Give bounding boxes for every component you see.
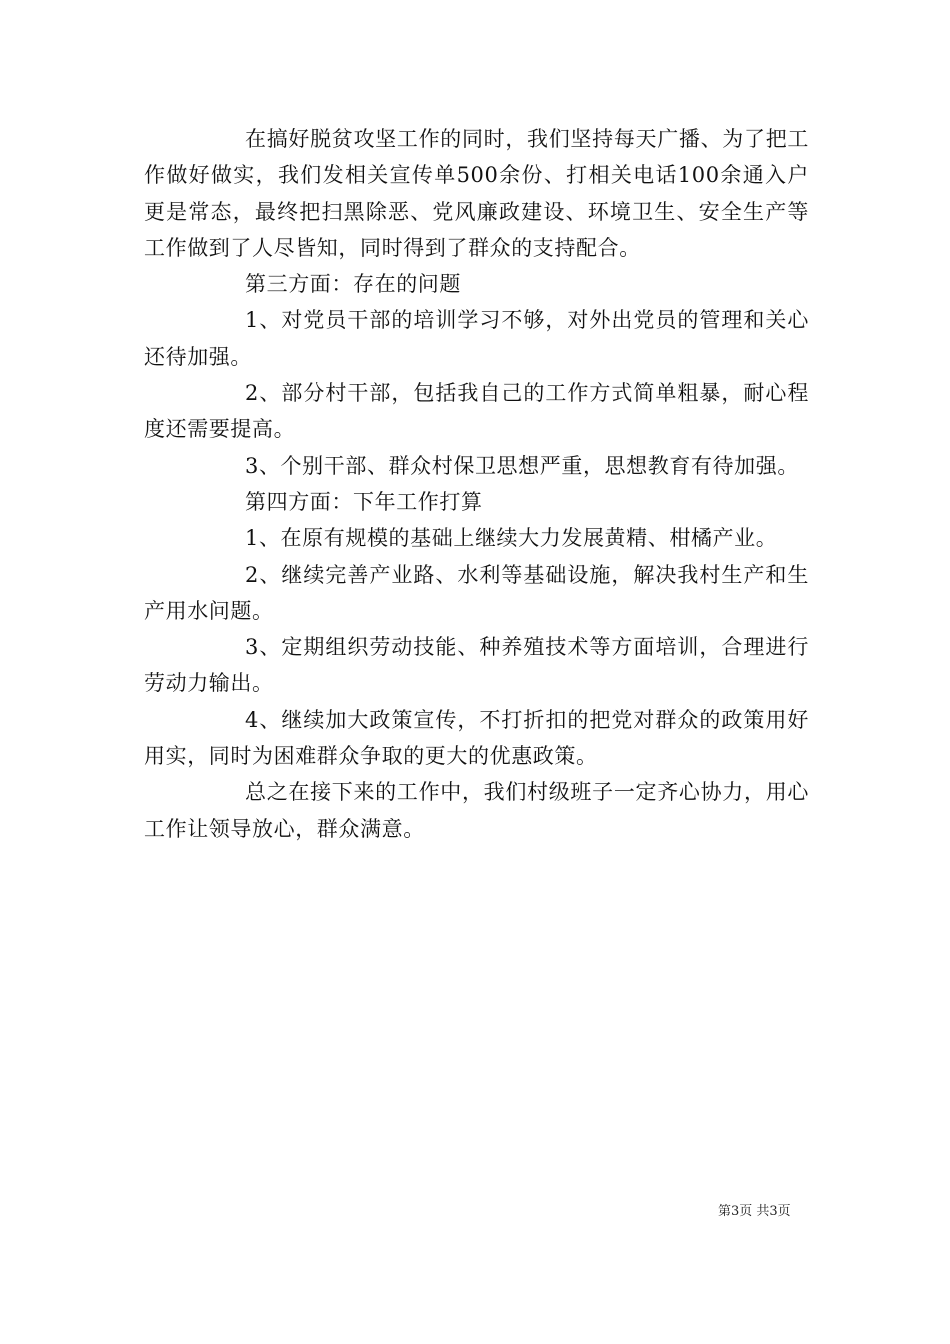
- paragraph-conclusion: 总之在接下来的工作中，我们村级班子一定齐心协力，用心工作让领导放心，群众满意。: [144, 780, 809, 841]
- problem-item-1: 1、对党员干部的培训学习不够，对外出党员的管理和关心还待加强。: [144, 308, 809, 369]
- section-heading-problems: 第三方面：存在的问题: [245, 272, 461, 297]
- plan-item-4: 4、继续加大政策宣传，不打折扣的把党对群众的政策用好用实，同时为困难群众争取的更大的优惠政策。: [144, 707, 809, 769]
- plan-item-1: 1、在原有规模的基础上继续大力发展黄精、柑橘产业。: [245, 526, 778, 551]
- problem-item-2: 2、部分村干部，包括我自己的工作方式简单粗暴，耐心程度还需要提高。: [144, 381, 809, 442]
- paragraph-intro: 在搞好脱贫攻坚工作的同时，我们坚持每天广播、为了把工作做好做实，我们发相关宣传单500余份、打相关电话100余通入户更是常态，最终把扫黑除恶、党风廉政建设、环境卫生、安全生产等工作做到了人尽皆知，同时得到了群众的支持配合。: [144, 127, 809, 260]
- problem-item-3: 3、个别干部、群众村保卫思想严重，思想教育有待加强。: [245, 453, 799, 478]
- page-number-footer: 第3页 共3页: [718, 1204, 791, 1219]
- document-body: [144, 121, 809, 847]
- section-heading-plans: 第四方面：下年工作打算: [245, 489, 483, 514]
- plan-item-3: 3、定期组织劳动技能、种养殖技术等方面培训，合理进行劳动力输出。: [144, 635, 809, 696]
- plan-item-2: 2、继续完善产业路、水利等基础设施，解决我村生产和生产用水问题。: [144, 562, 809, 623]
